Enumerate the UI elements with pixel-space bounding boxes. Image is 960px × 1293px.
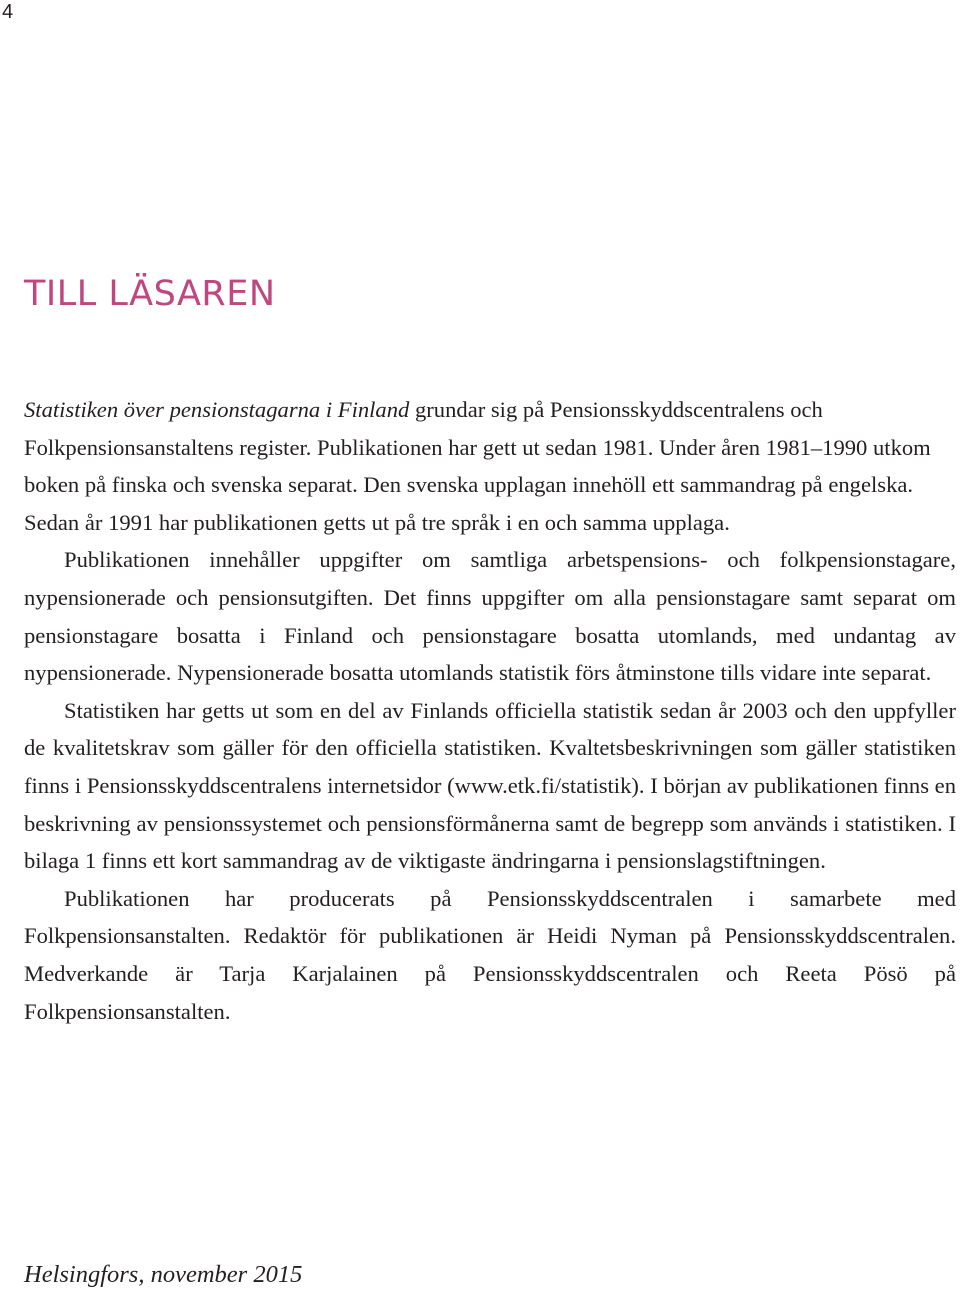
publication-title: Statistiken över pensionstagarna i Finland (24, 397, 410, 422)
body-text (24, 391, 956, 1030)
page-title: TILL LÄSAREN (24, 274, 276, 314)
paragraph-intro-text: grundar sig på Pensionsskyddscentralens och Folkpensionsanstaltens register. Publikationen har gett ut sedan 1981. Under åren 1981–1990 utkom boken på finska och svenska separat. Den svenska upplagan innehöll ett sammandrag på engelska. Sedan år 1991 har publikationen getts ut på tre språk i en och samma upplaga. (24, 397, 931, 535)
paragraph-production: Publikationen har producerats på Pensionsskyddscentralen i samarbete med Folkpensionsanstalten. Redaktör för publikationen är Heidi Nyman på Pensionsskyddscentralen. Medverkande är Tarja Karjalainen på Pensionsskyddscentralen och Reeta Pösö på Folkpensionsanstalten. (24, 885, 956, 1024)
paragraph-official-statistics: Statistiken har getts ut som en del av Finlands officiella statistik sedan år 2003 och den uppfyller de kvalitetskrav som gäller för den officiella statistiken. Kvaltetsbeskrivningen som gäller statistiken finns i Pensionsskyddscentralens internetsidor (www.etk.fi/statistik). I början av publikationen finns en beskrivning av pensionssystemet och pensionsförmånerna samt de begrepp som används i statistiken. I bilaga 1 finns ett kort sammandrag av de viktigaste ändringarna i pensionslagstiftningen. (24, 697, 956, 874)
paragraph-contents: Publikationen innehåller uppgifter om samtliga arbetspensions- och folkpensionstagare, nypensionerade och pensionsutgiften. Det finns uppgifter om alla pensionstagare samt separat om pensionstagare bosatta i Finland och pensionstagare bosatta utomlands, med undantag av nypensionerade. Nypensionerade bosatta utomlands statistik förs åtminstone tills vidare inte separat. (24, 547, 956, 686)
paragraph-intro (24, 391, 956, 541)
page-number: 4 (2, 1, 14, 23)
place-date-signature: Helsingfors, november 2015 (24, 1261, 303, 1288)
